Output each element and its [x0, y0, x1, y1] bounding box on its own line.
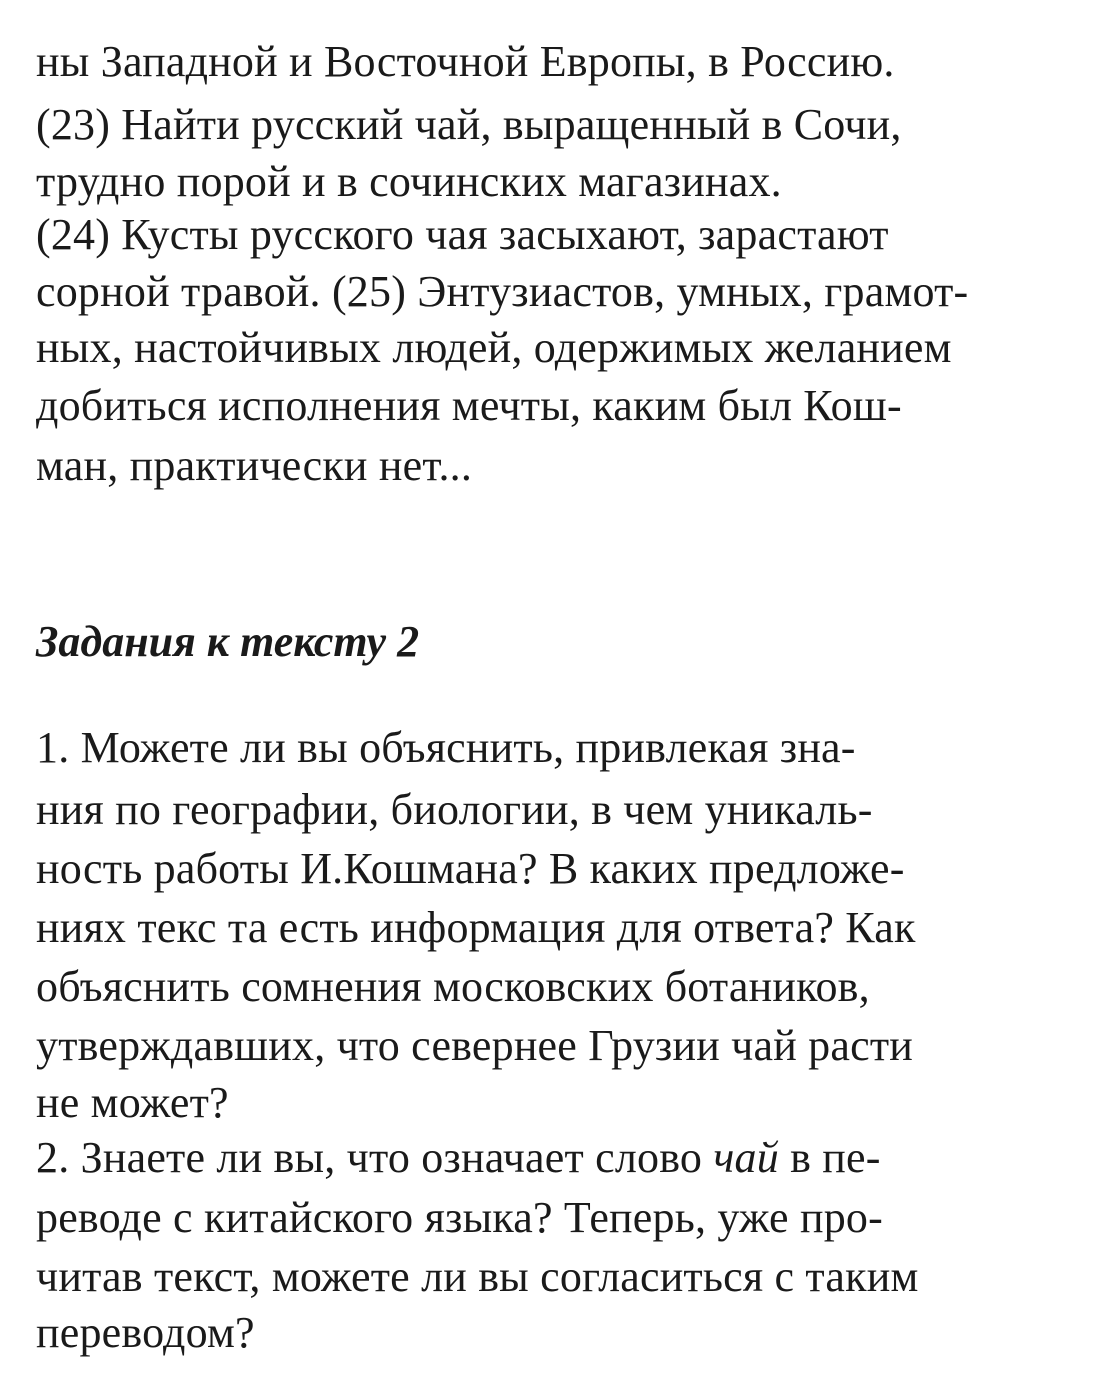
- task-line: утверждавших, что севернее Грузии чай расти: [36, 1021, 914, 1070]
- task-line: 1. Можете ли вы объяснить, привлекая зна-: [36, 723, 856, 772]
- task-line: [36, 1128, 881, 1188]
- task-line: объяснить сомнения московских ботаников,: [36, 962, 870, 1011]
- passage-line: (24) Кусты русского чая засыхают, зарастают: [36, 210, 889, 259]
- task-line: читав текст, можете ли вы согласиться с таким: [36, 1252, 919, 1301]
- task-line-text: в пе-: [778, 1133, 881, 1182]
- passage-line: сорной травой. (25) Энтузиастов, умных, грамот-: [36, 267, 969, 316]
- passage-line: ных, настойчивых людей, одержимых желанием: [36, 323, 952, 372]
- task-line: не может?: [36, 1078, 229, 1127]
- passage-line: ман, практически нет...: [36, 441, 473, 490]
- tasks-heading: Задания к тексту 2: [36, 617, 420, 666]
- task-line: реводе с китайского языка? Теперь, уже про-: [36, 1193, 883, 1242]
- passage-line: (23) Найти русский чай, выращенный в Сочи,: [36, 100, 902, 149]
- emphasized-word: чай: [713, 1133, 779, 1182]
- passage-line: трудно порой и в сочинских магазинах.: [36, 157, 782, 206]
- task-line: ниях текс та есть информация для ответа? Как: [36, 903, 916, 952]
- passage-line: добиться исполнения мечты, каким был Кош-: [36, 381, 902, 430]
- passage-line: ны Западной и Восточной Европы, в Россию.: [36, 37, 895, 86]
- task-line: переводом?: [36, 1308, 255, 1357]
- task-line-text: 2. Знаете ли вы, что означает слово: [36, 1133, 714, 1182]
- task-line: ность работы И.Кошмана? В каких предложе-: [36, 844, 905, 893]
- task-line: ния по географии, биологии, в чем уникаль-: [36, 785, 873, 834]
